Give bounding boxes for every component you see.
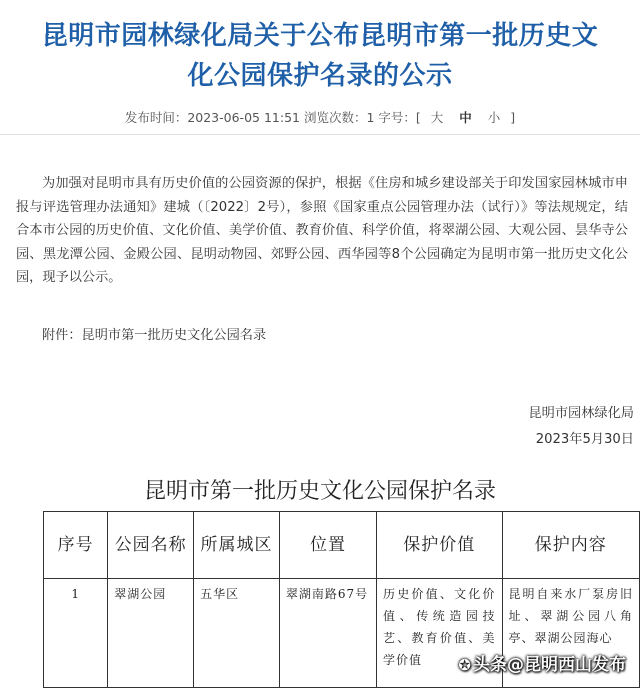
cell-location: 翠湖南路67号 — [279, 579, 376, 688]
signer-organization: 昆明市园林绿化局 — [528, 406, 634, 421]
header-park-name: 公园名称 — [108, 512, 194, 579]
cell-protection-value: 历史价值、文化价值、传统造园技艺、教育价值、美学价值 — [377, 579, 502, 688]
article-body: 为加强对昆明市具有历史价值的公园资源的保护，根据《住房和城乡建设部关于印发国家园林城市申报与评选管理办法通知》建城（〔2022〕2号），参照《国家重点公园管理办法（试行）》等法规规定，结合本市公园的历史价值、文化价值、美学价值、教育价值、科学价值，将翠湖公园、大观公园、昙华寺公园、黑龙潭公园、金殿公园、昆明动物园、郊野公园、西华园等8个公园确定为昆明市第一批历史文化公园，现予以公示。 — [16, 176, 628, 286]
article-title-line-1: 昆明市园林绿化局关于公布昆明市第一批历史文 — [41, 21, 599, 51]
roster-title: 昆明市第一批历史文化公园保护名录 — [143, 479, 496, 504]
font-size-large-button[interactable]: 大 — [430, 110, 444, 125]
watermark-text: 头条@昆明西山发布 — [473, 655, 626, 675]
header-protection-content: 保护内容 — [502, 512, 639, 579]
view-count: 浏览次数：1 — [303, 110, 375, 125]
font-size-medium-button[interactable]: 中 — [459, 110, 472, 125]
roster-header-row — [44, 512, 640, 579]
header-location: 位置 — [279, 512, 376, 579]
header-divider — [0, 134, 640, 135]
signing-date: 2023年5月30日 — [535, 432, 634, 447]
cell-number: 1 — [44, 579, 108, 688]
attachment-link[interactable]: 附件：昆明市第一批历史文化公园名录 — [42, 328, 267, 343]
header-protection-value: 保护价值 — [377, 512, 502, 579]
cell-district: 五华区 — [194, 579, 280, 688]
publish-time: 发布时间：2023-06-05 11:51 — [124, 110, 300, 125]
article-meta — [0, 108, 640, 126]
watermark — [458, 650, 626, 675]
header-district: 所属城区 — [194, 512, 280, 579]
font-size-label: 字号：[ — [378, 110, 421, 125]
article-title — [0, 16, 640, 96]
cell-park-name: 翠湖公园 — [108, 579, 194, 688]
header-number: 序号 — [44, 512, 108, 579]
font-size-bracket: ] — [510, 110, 516, 125]
toutiao-logo-icon: ✪ — [458, 656, 471, 674]
article-title-line-2: 化公园保护名录的公示 — [187, 61, 453, 91]
cell-protection-content: 昆明自来水厂泵房旧址、翠湖公园八角亭、翠湖公园海心 — [502, 579, 639, 688]
font-size-small-button[interactable]: 小 — [487, 110, 501, 125]
